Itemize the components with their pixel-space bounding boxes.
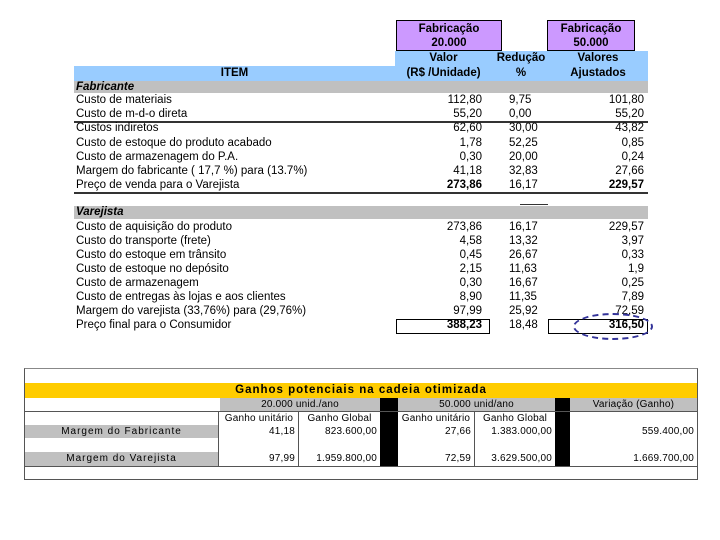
header-line: (R$ /Unidade) — [406, 67, 481, 79]
item-label: Custo do estoque em trânsito — [76, 249, 227, 261]
reducao-cell: 18,48 — [509, 319, 538, 331]
item-label: Preço de venda para o Varejista — [76, 179, 240, 192]
table-row — [74, 234, 648, 248]
cell-fab-u50: 27,66 — [444, 426, 471, 437]
valor-cell: 273,86 — [446, 179, 482, 192]
group-50000: 50.000 unid/ano — [398, 398, 555, 411]
table-row — [74, 220, 648, 234]
item-label: Preço final para o Consumidor — [76, 319, 232, 331]
table-row — [74, 164, 648, 178]
reducao-cell: 0,00 — [509, 108, 532, 121]
ajustado-cell: 229,57 — [608, 179, 644, 192]
ajustado-cell: 3,97 — [621, 235, 644, 247]
ajustado-cell: 43,82 — [615, 122, 644, 135]
valor-cell: 55,20 — [453, 108, 482, 121]
col-valor — [395, 51, 492, 81]
cell-fab-g50: 1.383.000,00 — [491, 426, 552, 437]
reducao-cell: 32,83 — [509, 165, 538, 177]
box-preco-final-20000 — [396, 319, 490, 334]
ajustado-cell: 229,57 — [608, 221, 644, 233]
cell-var-g50: 3.629.500,00 — [491, 453, 552, 464]
col-ganho-unitario-50000: Ganho unitário — [401, 413, 471, 424]
header-fabricacao-20000 — [396, 20, 502, 51]
header-line: % — [515, 67, 527, 79]
item-label: Margem do fabricante ( 17,7 %) para (13.7%) — [76, 165, 308, 177]
col-item: ITEM — [74, 66, 395, 81]
divider — [25, 466, 697, 467]
table-row — [74, 248, 648, 262]
table-row — [74, 262, 648, 276]
row-label-fabricante: Margem do Fabricante — [25, 425, 218, 438]
ajustado-cell: 316,50 — [608, 319, 644, 331]
cell-var-u50: 72,59 — [444, 453, 471, 464]
table-row — [74, 121, 648, 135]
item-label: Custo de m-d-o direta — [76, 108, 188, 121]
item-label: Custo de armazenagem — [76, 277, 199, 289]
valor-cell: 273,86 — [446, 221, 482, 233]
ajustado-cell: 0,85 — [621, 136, 644, 149]
reducao-cell: 26,67 — [509, 249, 538, 261]
item-label: Custo de armazenagem do P.A. — [76, 150, 239, 163]
valor-cell: 4,58 — [459, 235, 482, 247]
reducao-cell: 30,00 — [509, 122, 538, 135]
valor-cell: 0,30 — [459, 150, 482, 163]
reducao-cell: 13,32 — [509, 235, 538, 247]
table-row — [74, 276, 648, 290]
table-row — [74, 136, 648, 150]
item-label: Custo de aquisição do produto — [76, 221, 232, 233]
ajustado-cell: 27,66 — [615, 165, 644, 177]
reducao-cell: 9,75 — [509, 94, 532, 106]
highlight-circle — [573, 313, 653, 340]
valor-cell: 388,23 — [446, 319, 482, 331]
table-row — [74, 304, 648, 318]
reducao-cell: 52,25 — [509, 136, 538, 149]
group-20000: 20.000 unid./ano — [220, 398, 380, 411]
col-reducao — [492, 51, 550, 81]
valor-cell: 1,78 — [459, 136, 482, 149]
header-fabricacao-50000 — [547, 20, 635, 51]
cell-var-u20: 97,99 — [268, 453, 295, 464]
divider — [520, 204, 548, 205]
item-label: Custo de entregas às lojas e aos clientes — [76, 291, 286, 303]
cell-var-var: 1.669.700,00 — [633, 453, 694, 464]
valor-cell: 112,80 — [447, 94, 482, 106]
gains-title: Ganhos potenciais na cadeia otimizada — [25, 383, 697, 398]
table-row — [74, 178, 648, 194]
ajustado-cell: 7,89 — [621, 291, 644, 303]
ajustado-cell: 1,9 — [628, 263, 644, 275]
header-line: Redução — [496, 52, 546, 64]
valor-cell: 0,30 — [459, 277, 482, 289]
cell-var-g20: 1.959.800,00 — [316, 453, 377, 464]
row-label-varejista: Margem do Varejista — [25, 452, 218, 466]
header-line: Fabricação — [418, 23, 480, 35]
ajustado-cell: 101,80 — [608, 94, 644, 106]
item-label: Custos indiretos — [76, 122, 159, 135]
valor-cell: 97,99 — [453, 305, 482, 317]
divider — [218, 411, 219, 467]
reducao-cell: 11,35 — [509, 291, 537, 303]
black-separator — [555, 398, 570, 467]
header-line: Valor — [429, 52, 458, 64]
cell-fab-g20: 823.600,00 — [324, 426, 377, 437]
item-label: Custo de materiais — [76, 94, 172, 106]
reducao-cell: 16,67 — [509, 277, 538, 289]
section-varejista: Varejista — [74, 206, 648, 219]
section-fabricante: Fabricante — [74, 81, 648, 93]
header-line: 20.000 — [431, 37, 467, 49]
ajustado-cell: 0,25 — [621, 277, 644, 289]
group-variacao: Variação (Ganho) — [570, 398, 697, 411]
item-label: Custo do transporte (frete) — [76, 235, 211, 247]
item-label: Margem do varejista (33,76%) para (29,76%) — [76, 305, 307, 317]
valor-cell: 8,90 — [459, 291, 482, 303]
ajustado-cell: 55,20 — [615, 108, 644, 121]
valor-cell: 62,60 — [453, 122, 482, 135]
table-row — [74, 150, 648, 164]
ajustado-cell: 0,33 — [621, 249, 644, 261]
col-ajustados — [550, 51, 646, 81]
valor-cell: 0,45 — [459, 249, 482, 261]
header-line: Fabricação — [560, 23, 622, 35]
col-ganho-global-50000: Ganho Global — [482, 413, 548, 424]
reducao-cell: 20,00 — [509, 150, 538, 163]
header-line: Valores — [577, 52, 619, 64]
col-ganho-unitario-20000: Ganho unitário — [224, 413, 294, 424]
item-label: Custo de estoque do produto acabado — [76, 136, 272, 149]
header-line: 50.000 — [573, 37, 609, 49]
black-separator — [380, 398, 398, 467]
reducao-cell: 16,17 — [509, 179, 538, 192]
item-label: Custo de estoque no depósito — [76, 263, 229, 275]
valor-cell: 41,18 — [453, 165, 482, 177]
ajustado-cell: 0,24 — [621, 150, 644, 163]
cell-fab-var: 559.400,00 — [641, 426, 694, 437]
table-row — [74, 93, 648, 107]
ajustado-cell: 72,59 — [615, 305, 644, 317]
col-ganho-global-20000: Ganho Global — [307, 413, 372, 424]
header-line: Ajustados — [570, 67, 626, 79]
reducao-cell: 11,63 — [509, 263, 537, 275]
valor-cell: 2,15 — [459, 263, 482, 275]
table-row — [74, 290, 648, 304]
cell-fab-u20: 41,18 — [268, 426, 295, 437]
reducao-cell: 16,17 — [509, 221, 538, 233]
reducao-cell: 25,92 — [509, 305, 538, 317]
